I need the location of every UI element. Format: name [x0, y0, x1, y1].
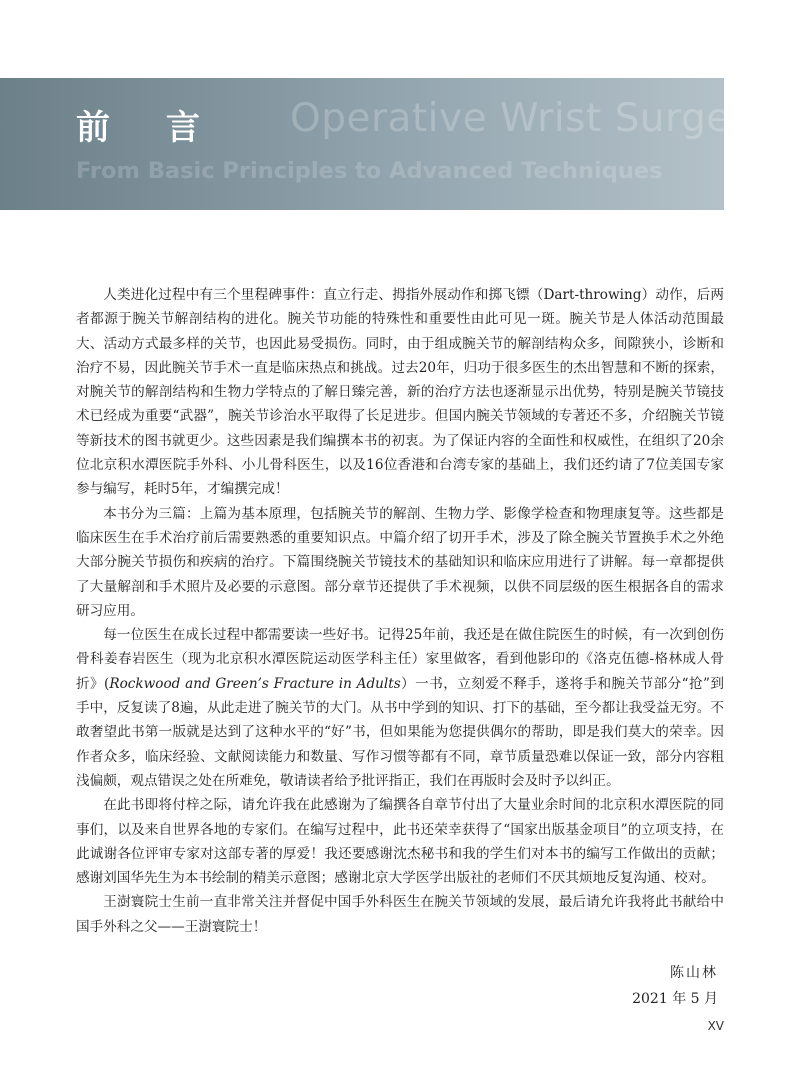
paragraph-1: 人类进化过程中有三个里程碑事件：直立行走、拇指外展动作和掷飞镖（Dart-throwing）动作，后两者都源于腕关节解剖结构的进化。腕关节功能的特殊性和重要性由此可见一斑。腕关节是人体活动范围最大、活动方式最多样的关节，也因此易受损伤。同时，由于组成腕关节的解剖结构众多，间隙狭小，诊断和治疗不易，因此腕关节手术一直是临床热点和挑战。过去20年，归功于很多医生的杰出智慧和不断的探索，对腕关节的解剖结构和生物力学特点的了解日臻完善，新的治疗方法也逐渐显示出优势，特别是腕关节镜技术已经成为重要“武器”，腕关节诊治水平取得了长足进步。但国内腕关节领域的专著还不多，介绍腕关节镜等新技术的图书就更少。这些因素是我们编撰本书的初衷。为了保证内容的全面性和权威性，在组织了20余位北京积水潭医院手外科、小儿骨科医生，以及16位香港和台湾专家的基础上，我们还约请了7位美国专家参与编写，耗时5年，才编撰完成！ — [76, 287, 724, 498]
author-signature: 陈山林 — [670, 965, 718, 981]
paragraph-3 — [76, 623, 724, 793]
paragraph-5: 王澍寰院士生前一直非常关注并督促中国手外科医生在腕关节领域的发展，最后请允许我将此书献给中国手外科之父——王澍寰院士！ — [76, 894, 724, 935]
book-title-italic: Rockwood and Green’s Fracture in Adults — [109, 675, 401, 692]
paragraph-4: 在此书即将付梓之际，请允许我在此感谢为了编撰各自章节付出了大量业余时间的北京积水潭医院的同事们，以及来自世界各地的专家们。在编写过程中，此书还荣幸获得了“国家出版基金项目”的立项支持，在此诚谢各位评审专家对这部专著的厚爱！我还要感谢沈杰秘书和我的学生们对本书的编写工作做出的贡献；感谢刘国华先生为本书绘制的精美示意图；感谢北京大学医学出版社的老师们不厌其烦地反复沟通、校对。 — [76, 797, 724, 887]
banner-english-title: Operative Wrist Surgery — [290, 96, 771, 141]
paragraph-3-part-2: ）一书，立刻爱不释手，遂将手和腕关节部分“抢”到手中，反复读了8遍，从此走进了腕关节的大门。从书中学到的知识、打下的基础，至今都让我受益无穷。不敢奢望此书第一版就是达到了这种水平的“好”书，但如果能为您提供偶尔的帮助，即是我们莫大的荣幸。因作者众多，临床经验、文献阅读能力和数量、写作习惯等都有不同，章节质量恐难以保证一致，部分内容粗浅偏颇，观点错误之处在所难免，敬请读者给予批评指正，我们在再版时会及时予以纠正。 — [76, 675, 725, 789]
preface-body — [76, 283, 724, 939]
signature-date: 2021 年 5 月 — [632, 991, 718, 1007]
paragraph-2: 本书分为三篇：上篇为基本原理，包括腕关节的解剖、生物力学、影像学检查和物理康复等。这些都是临床医生在手术治疗前后需要熟悉的重要知识点。中篇介绍了切开手术，涉及了除全腕关节置换手术之外绝大部分腕关节损伤和疾病的治疗。下篇围绕腕关节镜技术的基础知识和临床应用进行了讲解。每一章都提供了大量解剖和手术照片及必要的示意图。部分章节还提供了手术视频，以供不同层级的医生根据各自的需求研习应用。 — [76, 505, 724, 619]
page-title: 前 言 — [76, 108, 222, 148]
page-number: XV — [707, 1019, 724, 1033]
banner-english-subtitle: From Basic Principles to Advanced Techniques — [76, 158, 663, 184]
paragraph-3-part-1: 每一位医生在成长过程中都需要读一些好书。记得25年前，我还是在做住院医生的时候，有一次到创伤骨科姜春岩医生（现为北京积水潭医院运动医学科主任）家里做客，看到他影印的《洛克伍德-格林成人骨折》( — [76, 627, 724, 692]
